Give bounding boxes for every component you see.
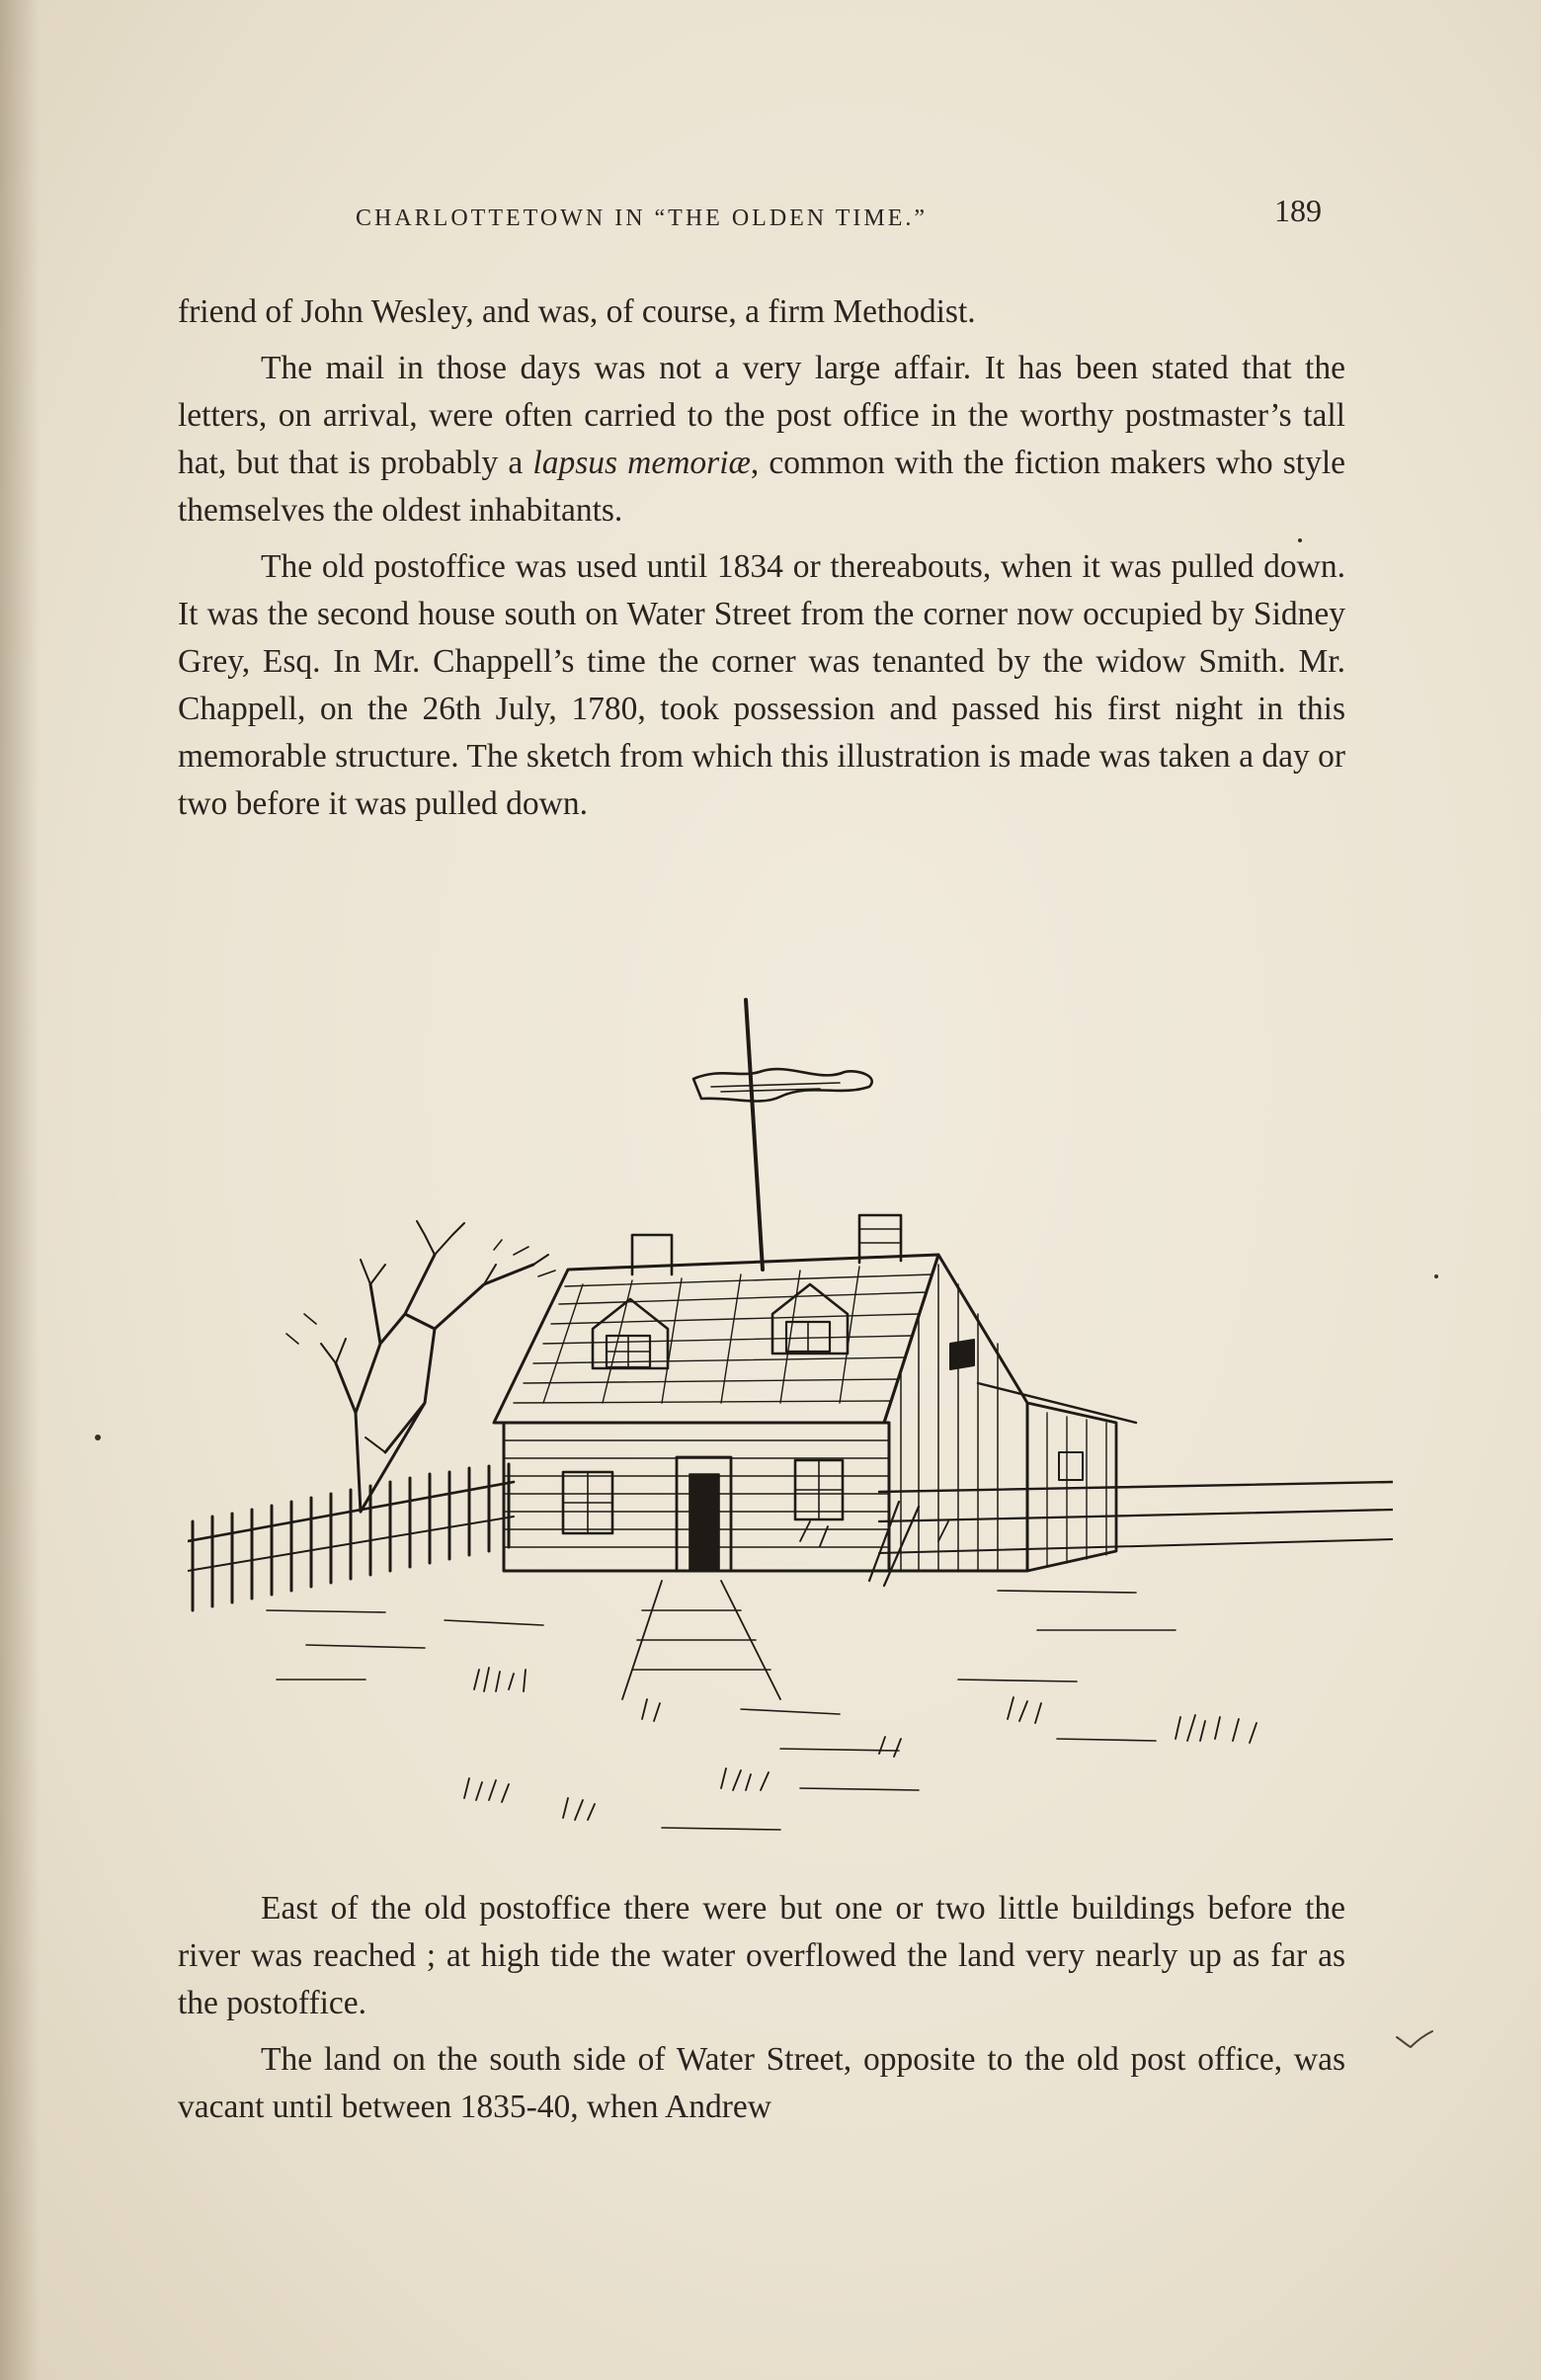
page-number: 189 bbox=[1274, 193, 1322, 228]
paragraph-mail bbox=[178, 345, 1345, 534]
body-text-bottom bbox=[178, 1885, 1345, 2131]
ink-speck bbox=[95, 1435, 101, 1440]
pencil-check-mark bbox=[1395, 2023, 1434, 2053]
paragraph-east-of-postoffice: East of the old postoffice there were but one or two little buildings before the river was reached ; at high tide the water overflowed the land very nearly up as far as the postoffice. bbox=[178, 1890, 1345, 2021]
paragraph-old-postoffice: The old postoffice was used until 1834 or thereabouts, when it was pulled down. It was the second house south on Water Street from the corner now occupied by Sidney Grey, Esq. In Mr. Chappell’s time the corner was tenanted by the widow Smith. Mr. Chappell, on the 26th July, 1780, took possession and passed his first night in this memorable structure. The sketch from which this illustration is made was taken a day or two before it was pulled down. bbox=[178, 548, 1345, 822]
old-postoffice-illustration bbox=[188, 988, 1393, 1877]
paragraph-mail-text-2: , common with the fiction makers who style themselves the oldest inhabitants. bbox=[178, 445, 1345, 529]
paragraph-continuation: friend of John Wesley, and was, of course, a firm Methodist. bbox=[178, 293, 976, 330]
italic-phrase: lapsus memoriæ bbox=[532, 445, 751, 481]
running-head: CHARLOTTETOWN IN “THE OLDEN TIME.” bbox=[356, 205, 929, 231]
paragraph-south-side: The land on the south side of Water Street, opposite to the old post office, was vacant until between 1835-40, when Andrew bbox=[178, 2041, 1345, 2125]
paragraph-mail-text-1: The mail in those days was not a very large affair. It has been stated that the letters, on arrival, were often carried to the post office in the worthy postmaster’s tall hat, but that is probably a bbox=[178, 350, 1345, 481]
body-text-top bbox=[178, 288, 1345, 828]
ink-speck bbox=[1434, 1274, 1438, 1278]
page-gutter-shadow bbox=[0, 0, 40, 2380]
